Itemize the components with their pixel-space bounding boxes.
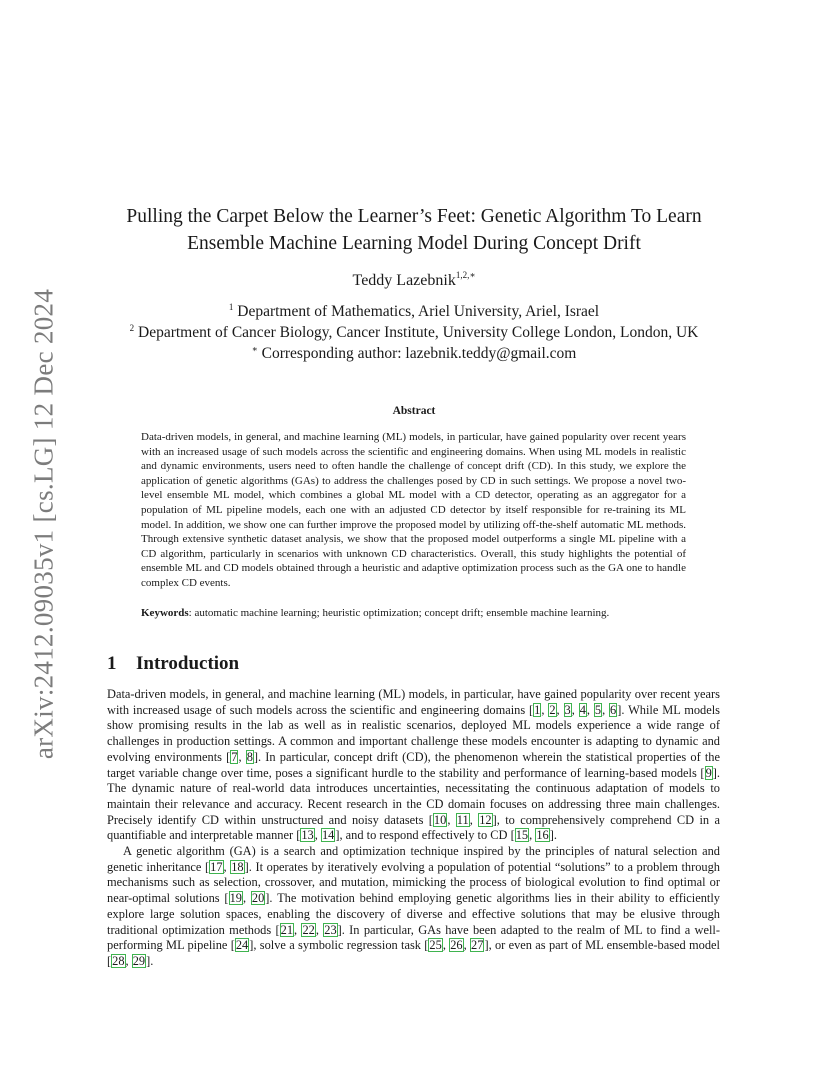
section-heading	[107, 652, 239, 676]
citation-link[interactable]: 23	[324, 922, 337, 937]
citation-link[interactable]: 10	[433, 812, 447, 827]
citation-link[interactable]: 26	[450, 938, 463, 953]
citation-link[interactable]: 24	[235, 938, 249, 953]
citation-link[interactable]: 7	[231, 749, 238, 764]
citation-link[interactable]: 14	[321, 828, 335, 843]
affiliations	[100, 301, 728, 364]
affiliation-1	[100, 301, 728, 322]
citation-link[interactable]: 3	[564, 702, 571, 717]
affiliation-mark: 2	[129, 323, 135, 333]
citation-link[interactable]: 6	[610, 702, 617, 717]
keywords	[141, 606, 686, 620]
intro-paragraph-2: A genetic algorithm (GA) is a search and optimization technique inspired by the principles of natural selection and genetic inheritance [17, 18]. It operates by iteratively evolving a population of potential “solutions” to a problem through mechanisms such as selection, crossover, and mutation, mimicking the process of biological evolution to find optimal or near-optimal solutions [19, 20]. The motivation behind employing genetic algorithms lies in their ability to efficiently explore large solution spaces, enabling the discovery of diverse and effective solutions that may be elusive through traditional optimization methods [21, 22, 23]. In particular, GAs have been adapted to the realm of ML to find a well-performing ML pipeline [24], solve a symbolic regression task [25, 26, 27], or even as part of ML ensemble-based model [28, 29].	[107, 844, 720, 968]
citation-link[interactable]: 17	[210, 859, 223, 874]
affiliation-mark: ∗	[251, 344, 258, 354]
section-title: Introduction	[136, 653, 240, 674]
citation-link[interactable]: 18	[231, 859, 244, 874]
citation-link[interactable]: 9	[705, 765, 712, 780]
arxiv-identifier-stamp: arXiv:2412.09035v1 [cs.LG] 12 Dec 2024	[28, 288, 59, 760]
citation-link[interactable]: 4	[579, 702, 586, 717]
abstract-text: Data-driven models, in general, and machine learning (ML) models, in particular, have gained popularity over recent years with an increased usage of such models across the scientific and engineering domains. When using ML models in realistic and dynamic environments, users need to often handle the challenge of concept drift (CD). In this study, we explore the application of genetic algorithms (GAs) to address the challenges posed by CD in such settings. We propose a novel two-level ensemble ML model, which combines a global ML model with a CD detector, operating as an aggregator for a population of ML pipeline models, each one with an adjusted CD detector by itself responsible for re-training its ML model. In addition, we show one can further improve the proposed model by utilizing off-the-shelf automatic ML methods. Through extensive synthetic dataset analysis, we show that the proposed model outperforms a single ML pipeline with a CD algorithm, particularly in scenarios with unknown CD characteristics. Overall, this study highlights the potential of ensemble ML and CD models obtained through a heuristic and adaptive optimization process such as the GA one to handle complex CD events.	[141, 431, 686, 589]
introduction-body	[107, 687, 720, 970]
affiliation-mark: 1	[228, 302, 234, 312]
citation-link[interactable]: 5	[594, 702, 602, 717]
keywords-text: : automatic machine learning; heuristic optimization; concept drift; ensemble machine learning.	[188, 607, 610, 619]
citation-link[interactable]: 27	[471, 938, 484, 953]
author-line	[108, 271, 720, 291]
author-name: Teddy Lazebnik	[352, 272, 456, 289]
citation-link[interactable]: 25	[429, 938, 442, 953]
citation-link[interactable]: 22	[302, 922, 315, 937]
citation-link[interactable]: 20	[251, 891, 265, 906]
corresponding-author	[100, 343, 728, 364]
citation-link[interactable]: 29	[132, 953, 146, 968]
section-number: 1	[107, 653, 117, 674]
citation-link[interactable]: 13	[301, 828, 314, 843]
citation-link[interactable]: 2	[549, 702, 556, 717]
citation-link[interactable]: 12	[479, 812, 492, 827]
abstract-heading: Abstract	[392, 405, 436, 417]
affiliation-2	[100, 322, 728, 343]
affiliation-text: Department of Mathematics, Ariel University, Ariel, Israel	[237, 303, 600, 320]
keywords-label: Keywords	[141, 607, 189, 619]
citation-link[interactable]: 28	[112, 953, 125, 968]
title-line-2: Ensemble Machine Learning Model During Concept Drift	[187, 233, 641, 254]
paper-title	[108, 203, 720, 257]
citation-link[interactable]: 11	[456, 812, 469, 827]
citation-link[interactable]: 19	[229, 891, 242, 906]
title-line-1: Pulling the Carpet Below the Learner’s Feet: Genetic Algorithm To Learn	[126, 206, 702, 227]
citation-link[interactable]: 15	[515, 828, 529, 843]
citation-link[interactable]: 21	[280, 922, 294, 937]
author-affiliation-marks: 1,2,∗	[455, 270, 476, 280]
corresponding-author-text: Corresponding author: lazebnik.teddy@gmail.com	[261, 345, 577, 362]
intro-paragraph-1: Data-driven models, in general, and machine learning (ML) models, in particular, have gained popularity over recent years with increased usage of such models across the scientific and engineering domains [1, 2, 3, 4, 5, 6]. While ML models show promising results in the lab as well as in realistic scenarios, deployed ML models experience a wide range of challenges in production settings. A common and important challenge these models encounter is adapting to dynamic and evolving environments [7, 8]. In particular, concept drift (CD), the phenomenon wherein the statistical properties of the target variable change over time, poses a significant hurdle to the stability and performance of learning-based models [9]. The dynamic nature of real-world data introduces uncertainties, necessitating the continuous adaptation of models to maintain their relevance and accuracy. Recent research in the CD domain focuses on addressing three main challenges. Precisely identify CD within unstructured and noisy datasets [10, 11, 12], to comprehensively comprehend CD in a quantifiable and interpretable manner [13, 14], and to respond effectively to CD [15, 16].	[107, 687, 721, 843]
citation-link[interactable]: 1	[534, 702, 541, 717]
affiliation-text: Department of Cancer Biology, Cancer Institute, University College London, London, UK	[138, 324, 699, 341]
citation-link[interactable]: 16	[536, 828, 549, 843]
citation-link[interactable]: 8	[246, 749, 253, 764]
